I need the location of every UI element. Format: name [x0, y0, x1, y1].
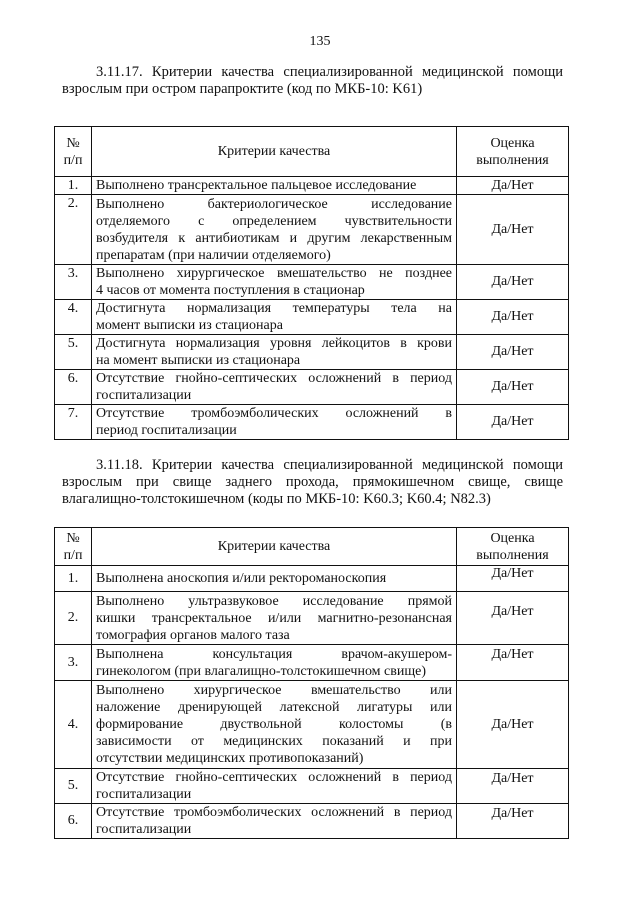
- table-row: [55, 592, 569, 645]
- table-row: [55, 177, 569, 195]
- criterion-text: Выполнена консультация врачом-акушером- гинекологом (при влагалищно-толстокишечном свище): [92, 645, 457, 681]
- table-row: [55, 566, 569, 592]
- evaluation-value: Да/Нет: [457, 566, 569, 592]
- criterion-text: Достигнута нормализация уровня лейкоцитов в крови на момент выписки из стационара: [92, 335, 457, 370]
- row-number: 6.: [55, 804, 92, 839]
- evaluation-value: Да/Нет: [457, 335, 569, 370]
- criterion-text: Отсутствие гнойно-септических осложнений в период госпитализации: [92, 769, 457, 804]
- evaluation-value: Да/Нет: [457, 405, 569, 440]
- evaluation-value: Да/Нет: [457, 645, 569, 681]
- table-row: [55, 681, 569, 769]
- evaluation-value: Да/Нет: [457, 177, 569, 195]
- table-row: [55, 335, 569, 370]
- criterion-text: Выполнено бактериологическое исследование отделяемого с определением чувствительности возбудителя к антибиотикам и другим лекарственным препаратам (при наличии отделяемого): [92, 195, 457, 265]
- evaluation-value: Да/Нет: [457, 300, 569, 335]
- section-heading-3-11-17: [62, 64, 563, 98]
- table-header-row: [55, 528, 569, 566]
- row-number: 4.: [55, 681, 92, 769]
- criteria-table-3-11-17: [54, 126, 569, 440]
- evaluation-value: Да/Нет: [457, 370, 569, 405]
- heading-line: 3.11.17. Критерии качества специализированной медицинской помощи: [96, 64, 563, 80]
- column-header-number: № п/п: [55, 528, 92, 566]
- criterion-text: Выполнено ультразвуковое исследование прямой кишки трансректальное и/или магнитно-резонансная томография органов малого таза: [92, 592, 457, 645]
- row-number: 4.: [55, 300, 92, 335]
- row-number: 5.: [55, 769, 92, 804]
- heading-line: 3.11.18. Критерии качества специализированной медицинской помощи: [96, 457, 563, 473]
- table-row: [55, 370, 569, 405]
- table-row: [55, 405, 569, 440]
- evaluation-value: Да/Нет: [457, 804, 569, 839]
- column-header-criteria: Критерии качества: [92, 127, 457, 177]
- heading-line: взрослым при остром парапроктите (код по МКБ-10: K61): [62, 81, 423, 97]
- column-header-criteria: Критерии качества: [92, 528, 457, 566]
- evaluation-value: Да/Нет: [457, 592, 569, 645]
- row-number: 1.: [55, 177, 92, 195]
- heading-line: взрослым при свище заднего прохода, прямокишечном свище, свище: [62, 474, 563, 490]
- criterion-text: Отсутствие тромбоэмболических осложнений в период госпитализации: [92, 405, 457, 440]
- criterion-text: Выполнено хирургическое вмешательство или наложение дренирующей латексной лигатуры или формирование двуствольной колостомы (в зависимости от медицинских показаний и при отсутствии медицинских противопоказаний): [92, 681, 457, 769]
- row-number: 3.: [55, 645, 92, 681]
- evaluation-value: Да/Нет: [457, 681, 569, 769]
- criterion-text: Выполнено хирургическое вмешательство не позднее 4 часов от момента поступления в стационар: [92, 265, 457, 300]
- criterion-text: Отсутствие гнойно-септических осложнений в период госпитализации: [92, 370, 457, 405]
- table-row: [55, 804, 569, 839]
- row-number: 6.: [55, 370, 92, 405]
- section-heading-3-11-18: [62, 457, 563, 508]
- row-number: 7.: [55, 405, 92, 440]
- column-header-number: № п/п: [55, 127, 92, 177]
- evaluation-value: Да/Нет: [457, 265, 569, 300]
- criteria-table-3-11-18: [54, 527, 569, 839]
- row-number: 2.: [55, 195, 92, 265]
- table-row: [55, 769, 569, 804]
- criterion-text: Выполнена аноскопия и/или ректороманоскопия: [92, 566, 457, 592]
- table-header-row: [55, 127, 569, 177]
- row-number: 2.: [55, 592, 92, 645]
- column-header-evaluation: Оценка выполнения: [457, 127, 569, 177]
- criterion-text: Отсутствие тромбоэмболических осложнений в период госпитализации: [92, 804, 457, 839]
- row-number: 5.: [55, 335, 92, 370]
- table-row: [55, 300, 569, 335]
- heading-line: влагалищно-толстокишечном (коды по МКБ-10: K60.3; K60.4; N82.3): [62, 491, 491, 507]
- row-number: 1.: [55, 566, 92, 592]
- page-number: 135: [309, 34, 331, 49]
- evaluation-value: Да/Нет: [457, 195, 569, 265]
- table-row: [55, 645, 569, 681]
- table-row: [55, 265, 569, 300]
- row-number: 3.: [55, 265, 92, 300]
- table-row: [55, 195, 569, 265]
- criterion-text: Выполнено трансректальное пальцевое исследование: [92, 177, 457, 195]
- column-header-evaluation: Оценка выполнения: [457, 528, 569, 566]
- criterion-text: Достигнута нормализация температуры тела на момент выписки из стационара: [92, 300, 457, 335]
- evaluation-value: Да/Нет: [457, 769, 569, 804]
